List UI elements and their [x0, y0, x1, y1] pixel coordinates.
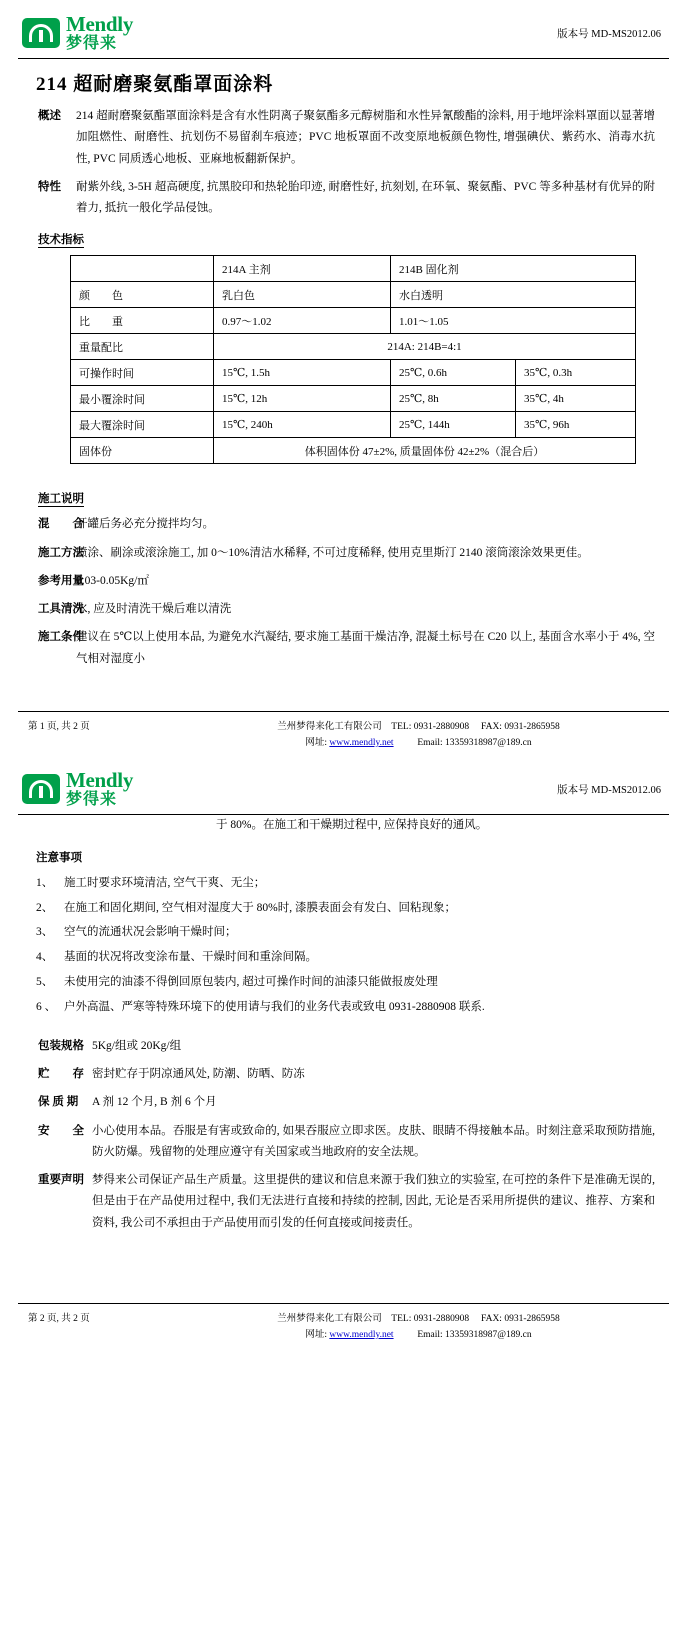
version-label: 版本号 MD-MS2012.06 — [557, 28, 661, 40]
detail-storage-text: 密封贮存于阴凉通风处, 防潮、防晒、防冻 — [92, 1068, 305, 1081]
brand-name-en: Mendly — [66, 12, 134, 36]
construction-cleaning-label: 工具清洗 — [38, 603, 84, 616]
construction-mixing-text: 开罐后务必充分搅拌均匀。 — [76, 518, 214, 531]
list-item — [18, 898, 669, 920]
footer-page-number: 第 1 页, 共 2 页 — [28, 721, 90, 732]
spacer — [18, 1241, 669, 1269]
footer-fax-2: FAX: 0931-2865958 — [481, 1313, 560, 1324]
spec-row-minrecoat-15: 15℃, 12h — [214, 386, 391, 412]
spacer — [18, 1269, 669, 1297]
list-item — [18, 922, 669, 944]
notice-text-1: 施工时要求环境清洁, 空气干爽、无尘； — [64, 876, 266, 889]
construction-mixing-label: 混 合 — [38, 518, 84, 531]
construction-heading: 施工说明 — [38, 493, 84, 506]
construction-conditions — [18, 627, 669, 670]
notice-number-2: 2、 — [36, 901, 54, 914]
section-features — [18, 177, 669, 220]
spec-row-density-b: 1.01～1.05 — [391, 308, 636, 334]
notice-number-3: 3、 — [36, 926, 54, 939]
section-features-text: 耐紫外线, 3-5H 超高硬度, 抗黑胶印和热轮胎印迹, 耐磨性好, 抗刻划, 在环氧、聚氨酯、PVC 等多种基材有优异的附着力, 抵抗一般化学品侵蚀。 — [76, 180, 655, 215]
table-row — [71, 438, 636, 464]
spec-row-ratio-value: 214A: 214B=4:1 — [214, 334, 636, 360]
document-page-2 — [0, 756, 687, 1348]
section-overview — [18, 106, 669, 170]
page-2-header — [18, 766, 669, 810]
footer-page-number-2: 第 2 页, 共 2 页 — [28, 1313, 90, 1324]
table-row — [71, 308, 636, 334]
table-row — [71, 334, 636, 360]
spec-row-minrecoat-25: 25℃, 8h — [391, 386, 516, 412]
table-row-header — [71, 256, 636, 282]
spec-row-minrecoat-label: 最小覆涂时间 — [71, 386, 214, 412]
footer-tel: TEL: 0931-2880908 — [391, 721, 470, 732]
table-row — [71, 412, 636, 438]
construction-method-text: 喷涂、刷涂或滚涂施工, 加 0～10%清洁水稀释, 不可过度稀释, 使用克里斯汀 2140 滚筒滚涂效果更佳。 — [76, 546, 589, 559]
construction-coverage-text: 0.03-0.05Kg/㎡ — [76, 574, 149, 587]
footer-website-link-2[interactable]: www.mendly.net — [329, 1330, 394, 1341]
footer-tel-2: TEL: 0931-2880908 — [391, 1313, 470, 1324]
spec-row-pot-label: 可操作时间 — [71, 360, 214, 386]
spec-row-color-label: 颜 色 — [71, 282, 214, 308]
spec-row-minrecoat-35: 35℃, 4h — [516, 386, 636, 412]
table-row — [71, 282, 636, 308]
version-label-2: 版本号 MD-MS2012.06 — [557, 784, 661, 796]
detail-disclaimer-label: 重要声明 — [38, 1174, 84, 1187]
spec-row-ratio-label: 重量配比 — [71, 334, 214, 360]
spec-row-maxrecoat-35: 35℃, 96h — [516, 412, 636, 438]
continued-text: 于 80%。在施工和干燥期过程中, 应保持良好的通风。 — [216, 819, 488, 832]
spec-row-solids-value: 体积固体份 47±2%, 质量固体份 42±2%（混合后） — [214, 438, 636, 464]
footer-company: 兰州梦得来化工有限公司 — [277, 721, 382, 732]
spec-row-density-a: 0.97～1.02 — [214, 308, 391, 334]
detail-packaging-label: 包装规格 — [38, 1039, 84, 1052]
brand-name-cn: 梦得来 — [66, 35, 118, 52]
table-row — [71, 360, 636, 386]
detail-disclaimer-text: 梦得来公司保证产品生产质量。这里提供的建议和信息来源于我们独立的实验室, 在可控的条件下是准确无误的, 但是由于在产品使用过程中, 我们无法进行直接和持续的控制, 因此, 无论是否采用所提供的建议、推荐、方案和资料, 我公司不承担由于产品使用而引发的任何直接或间接责任。 — [92, 1174, 655, 1229]
spec-row-maxrecoat-25: 25℃, 144h — [391, 412, 516, 438]
spec-row-pot-15: 15℃, 1.5h — [214, 360, 391, 386]
notice-text-2: 在施工和固化期间, 空气相对湿度大于 80%时, 漆膜表面会有发白、回粘现象； — [64, 901, 456, 914]
spec-header-blank — [71, 256, 214, 282]
detail-packaging — [18, 1036, 669, 1057]
spacer — [18, 1022, 669, 1036]
notice-text-5: 未使用完的油漆不得倒回原包装内, 超过可操作时间的油漆只能做报废处理 — [64, 976, 438, 989]
notice-number-6: 6 、 — [36, 1000, 57, 1013]
spec-heading: 技术指标 — [38, 234, 84, 247]
page-2-footer — [18, 1308, 669, 1343]
construction-cleaning — [18, 599, 669, 620]
detail-storage — [18, 1064, 669, 1085]
detail-shelf-life-label: 保 质 期 — [38, 1096, 79, 1109]
brand-name-en: Mendly — [66, 768, 134, 793]
construction-coverage-label: 参考用量 — [38, 574, 84, 587]
list-item — [18, 972, 669, 994]
list-item — [18, 997, 669, 1019]
spec-row-density-label: 比 重 — [71, 308, 214, 334]
footer-web-label: 网址: — [305, 738, 327, 749]
detail-safety-label: 安 全 — [38, 1124, 84, 1137]
detail-safety — [18, 1121, 669, 1164]
notice-number-5: 5、 — [36, 976, 54, 989]
footer-email-2: Email: 13359318987@189.cn — [417, 1330, 532, 1341]
notice-text-3: 空气的流通状况会影响干燥时间； — [64, 926, 237, 939]
footer-fax: FAX: 0931-2865958 — [481, 721, 560, 732]
spec-row-pot-35: 35℃, 0.3h — [516, 360, 636, 386]
detail-packaging-text: 5Kg/组或 20Kg/组 — [92, 1039, 182, 1052]
notice-number-4: 4、 — [36, 951, 54, 964]
page-header — [18, 10, 669, 54]
table-row — [71, 386, 636, 412]
spec-header-b: 214B 固化剂 — [391, 256, 636, 282]
construction-method — [18, 543, 669, 564]
list-item — [18, 873, 669, 895]
footer-web-label-2: 网址: — [305, 1330, 327, 1341]
footer-website-link[interactable]: www.mendly.net — [329, 738, 394, 749]
brand-logo — [22, 14, 133, 52]
detail-disclaimer — [18, 1170, 669, 1234]
construction-cleaning-text: 水, 应及时清洗干燥后难以清洗 — [76, 603, 232, 616]
notice-heading: 注意事项 — [36, 851, 82, 864]
footer-company-2: 兰州梦得来化工有限公司 — [277, 1313, 382, 1324]
construction-conditions-label: 施工条件 — [38, 631, 84, 644]
spacer — [18, 464, 669, 478]
footer-divider-2 — [18, 1303, 669, 1304]
notice-text-6: 户外高温、严寒等特殊环境下的使用请与我们的业务代表或致电 0931-2880908 联系. — [64, 1000, 485, 1013]
section-overview-label: 概述 — [38, 110, 61, 122]
spacer — [18, 677, 669, 705]
section-features-label: 特性 — [38, 180, 61, 193]
detail-storage-label: 贮 存 — [38, 1068, 84, 1081]
brand-logo-2 — [22, 770, 133, 808]
spec-row-color-a: 乳白色 — [214, 282, 391, 308]
mendly-logo-icon — [22, 18, 60, 48]
notice-number-1: 1、 — [36, 876, 54, 889]
list-item — [18, 947, 669, 969]
spec-row-pot-25: 25℃, 0.6h — [391, 360, 516, 386]
detail-safety-text: 小心使用本品。吞服是有害或致命的, 如果吞服应立即求医。皮肤、眼睛不得接触本品。时刻注意采取预防措施, 防火防爆。残留物的处理应遵守有关国家或当地政府的安全法规。 — [92, 1124, 655, 1158]
construction-mixing — [18, 514, 669, 535]
detail-shelf-life-text: A 剂 12 个月, B 剂 6 个月 — [92, 1096, 217, 1109]
spec-header-a: 214A 主剂 — [214, 256, 391, 282]
construction-conditions-text: 建议在 5℃以上使用本品, 为避免水汽凝结, 要求施工基面干燥洁净, 混凝土标号在 C20 以上, 基面含水率小于 4%, 空气相对湿度小 — [76, 631, 655, 665]
spec-row-color-b: 水白透明 — [391, 282, 636, 308]
notice-text-4: 基面的状况将改变涂布量、干燥时间和重涂间隔。 — [64, 951, 317, 964]
spec-table — [70, 255, 636, 464]
footer-email: Email: 13359318987@189.cn — [417, 738, 532, 749]
mendly-logo-icon — [22, 774, 60, 804]
page-title: 214 超耐磨聚氨酯罩面涂料 — [36, 74, 274, 95]
spec-row-solids-label: 固体份 — [71, 438, 214, 464]
detail-shelf-life — [18, 1092, 669, 1113]
continued-paragraph — [18, 815, 669, 836]
page-1-footer — [18, 716, 669, 751]
spec-row-maxrecoat-15: 15℃, 240h — [214, 412, 391, 438]
header-divider — [18, 58, 669, 59]
document-page-1 — [0, 0, 687, 756]
footer-divider — [18, 711, 669, 712]
construction-coverage — [18, 571, 669, 592]
section-overview-text: 214 超耐磨聚氨酯罩面涂料是含有水性阴离子聚氨酯多元醇树脂和水性异氰酸酯的涂料, 用于地坪涂料罩面以显著增加阻燃性、耐磨性、抗划伤不易留刹车痕迹；PVC 地板罩面不改变原地板颜色物性, 增强碘伏、紫药水、消毒水抗性, PVC 同质透心地板、亚麻地板翻新保护。 — [76, 110, 655, 165]
spec-row-maxrecoat-label: 最大覆涂时间 — [71, 412, 214, 438]
brand-name-cn: 梦得来 — [66, 791, 118, 809]
construction-method-label: 施工方法 — [38, 546, 84, 559]
